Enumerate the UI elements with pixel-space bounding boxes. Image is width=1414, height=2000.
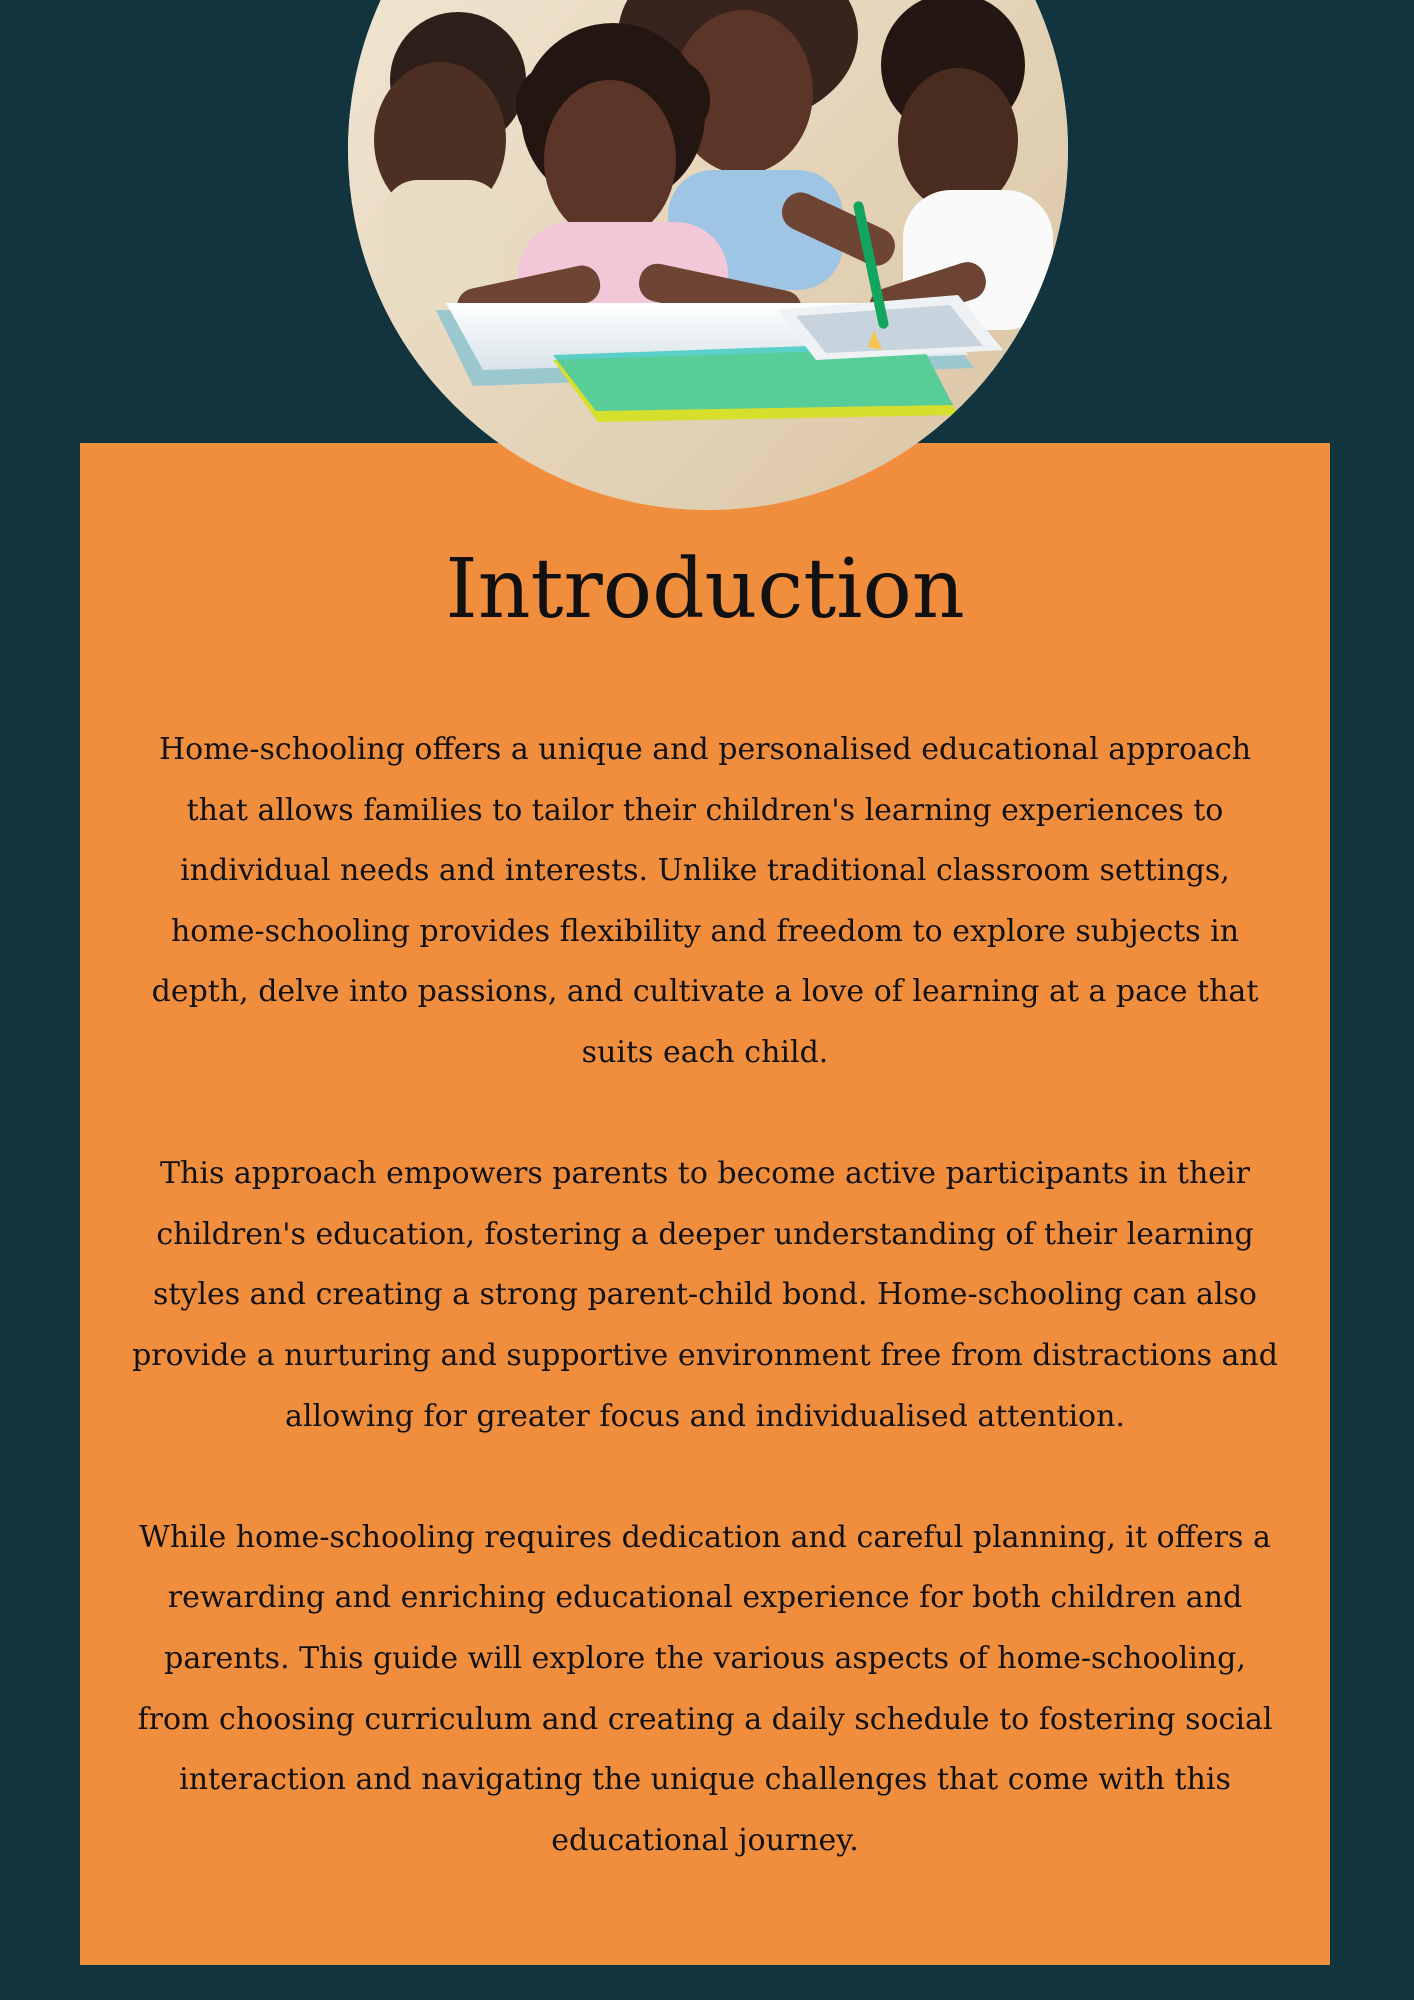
- hero-photo-illustration: [348, 0, 1068, 510]
- introduction-body: [130, 720, 1280, 1932]
- intro-paragraph-1: Home-schooling offers a unique and personalised educational approach that allows families to tailor their children's learning experiences to individual needs and interests. Unlike traditional classroom settings, home-schooling provides flexibility and freedom to explore subjects in depth, delve into passions, and cultivate a love of learning at a pace that suits each child.: [151, 732, 1259, 1070]
- page-title: Introduction: [445, 542, 965, 637]
- hero-photo: [348, 0, 1068, 510]
- intro-paragraph-2: This approach empowers parents to become active participants in their children's education, fostering a deeper understanding of their learning styles and creating a strong parent-child bond. Home-schooling can also provide a nurturing and supportive environment free from distractions and allowing for greater focus and individualised attention.: [132, 1156, 1278, 1434]
- intro-paragraph-3: While home-schooling requires dedication and careful planning, it offers a rewarding and enriching educational experience for both children and parents. This guide will explore the various aspects of home-schooling, from choosing curriculum and creating a daily schedule to fostering social interaction and navigating the unique challenges that come with this educational journey.: [137, 1519, 1273, 1858]
